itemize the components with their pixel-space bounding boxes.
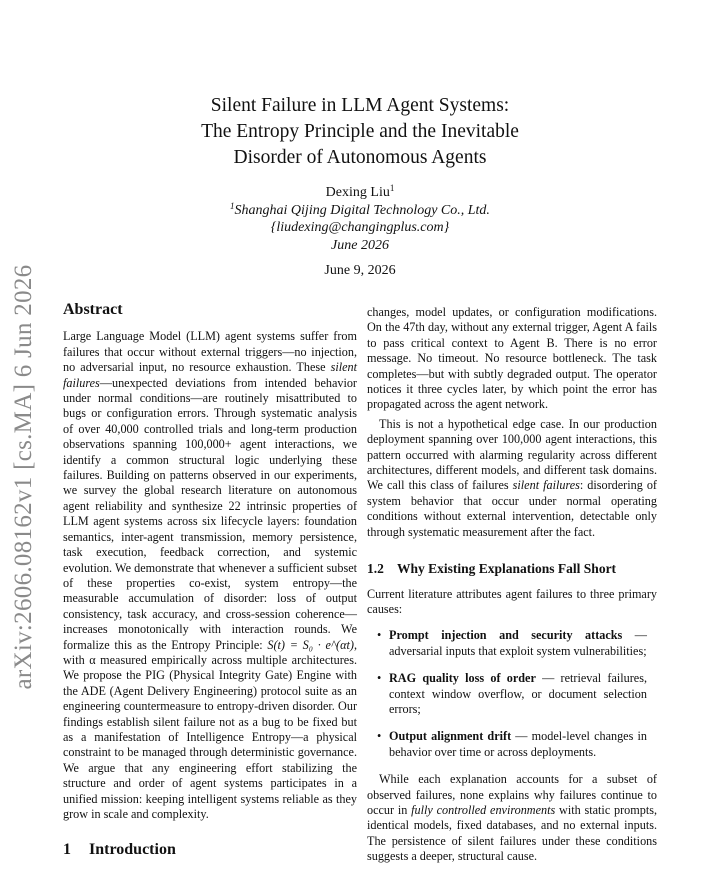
author-name: Dexing Liu xyxy=(325,185,390,200)
paper-date: June 9, 2026 xyxy=(324,263,396,278)
title-line: Silent Failure in LLM Agent Systems: xyxy=(210,95,510,116)
list-item: • RAG quality loss of order — retrieval failures, context window overflow, or document selection errors; xyxy=(377,671,647,716)
affiliation: Shanghai Qijing Digital Technology Co., Ltd. xyxy=(234,202,490,218)
left-column xyxy=(63,302,357,870)
author-email: {liudexing@changingplus.com} xyxy=(270,220,450,235)
paragraph: changes, model updates, or configuration modifications. On the 47th day, without any external trigger, Agent A fails to pass critical context to Agent B. There is no error message. No timeout. No resource bottleneck. The task completes—but with subtly degraded output. The operator notices it three cycles later, by which point the error has propagated across the agent network. xyxy=(367,305,657,412)
arxiv-identifier: arXiv:2606.08162v1 [cs.MA] 6 Jun 2026 xyxy=(10,264,37,690)
bullet-list xyxy=(367,628,657,760)
entropy-formula: S(t) = S₀ · e^(αt) xyxy=(267,637,354,652)
right-column xyxy=(367,305,657,865)
list-item: • Prompt injection and security attacks — adversarial inputs that exploit system vulnerabilities; xyxy=(377,628,647,658)
title-line: The Entropy Principle and the Inevitable xyxy=(201,121,519,142)
author-date: June 2026 xyxy=(331,237,389,253)
affiliation-superscript: 1 xyxy=(230,200,235,211)
arxiv-sidebar xyxy=(4,262,44,692)
paragraph: While each explanation accounts for a subset of observed failures, none explains why failures continue to occur in fully controlled environments with static prompts, identical models, fixed databases, and no external inputs. The persistence of silent failures under these conditions suggests a deeper, structural cause. xyxy=(367,772,658,864)
paragraph: Current literature attributes agent failures to three primary causes: xyxy=(367,586,657,616)
abstract-heading: Abstract xyxy=(63,301,123,318)
author-block xyxy=(0,184,720,254)
paper-title xyxy=(0,93,720,171)
section-heading: 1.2 Why Existing Explanations Fall Short xyxy=(367,561,617,577)
list-item: • Output alignment drift — model-level changes in behavior over time or across deployments. xyxy=(377,729,647,759)
abstract-text: Large Language Model (LLM) agent systems suffer from failures that occur without external triggers—no injection, no adversarial input, no resource exhaustion. These silent failures—unexpected deviations from intended behavior under normal conditions—are routinely misattributed to bugs or configuration errors. Through systematic analysis of over 40,000 controlled trials and long-term production observations spanning 100,000+ agent interactions, we identify a common structural logic underlying these failures. Building on patterns observed in our experiments, we survey the global research literature on autonomous agent reliability and synthesize 22 intrinsic properties of LLM agent systems across six lifecycle layers: foundation semantics, inter-agent transmission, memory persistence, task execution, feedback correction, and systemic evolution. We demonstrate that whenever a sufficient subset of these properties co-exist, system entropy—the measurable accumulation of disorder: loss of output consistency, task accuracy, and cross-session coherence—increases monotonically with interaction rounds. We formalize this as the Entropy Principle: S(t) = S₀ · e^(αt), with α measured empirically across multiple architectures. We propose the PIG (Physical Integrity Gate) Engine with the ADE (Agent Delivery Engineering) protocol suite as an engineering countermeasure to entropy-driven disorder. Our findings establish silent failure not as a bug to be fixed but as a manifestation of Intelligence Entropy—a physical constraint to be managed through deterministic governance. We argue that any engineering effort stabilizing the structure and order of agent systems participates in a unified mission: keeping intelligent systems reliable as they grow in scale and complexity. xyxy=(63,329,357,821)
intro-heading: 1 Introduction xyxy=(63,841,176,859)
title-line: Disorder of Autonomous Agents xyxy=(233,147,487,168)
paragraph: This is not a hypothetical edge case. In our production deployment spanning over 100,000 agent interactions, this pattern occurred with alarming regularity across different architectures, different models, and different task domains. We call this class of failures silent failures: disordering of system behavior that occur under normal operating conditions without external intervention, detectable only through systematic measurement after the fact. xyxy=(367,416,657,539)
author-superscript: 1 xyxy=(389,183,395,193)
